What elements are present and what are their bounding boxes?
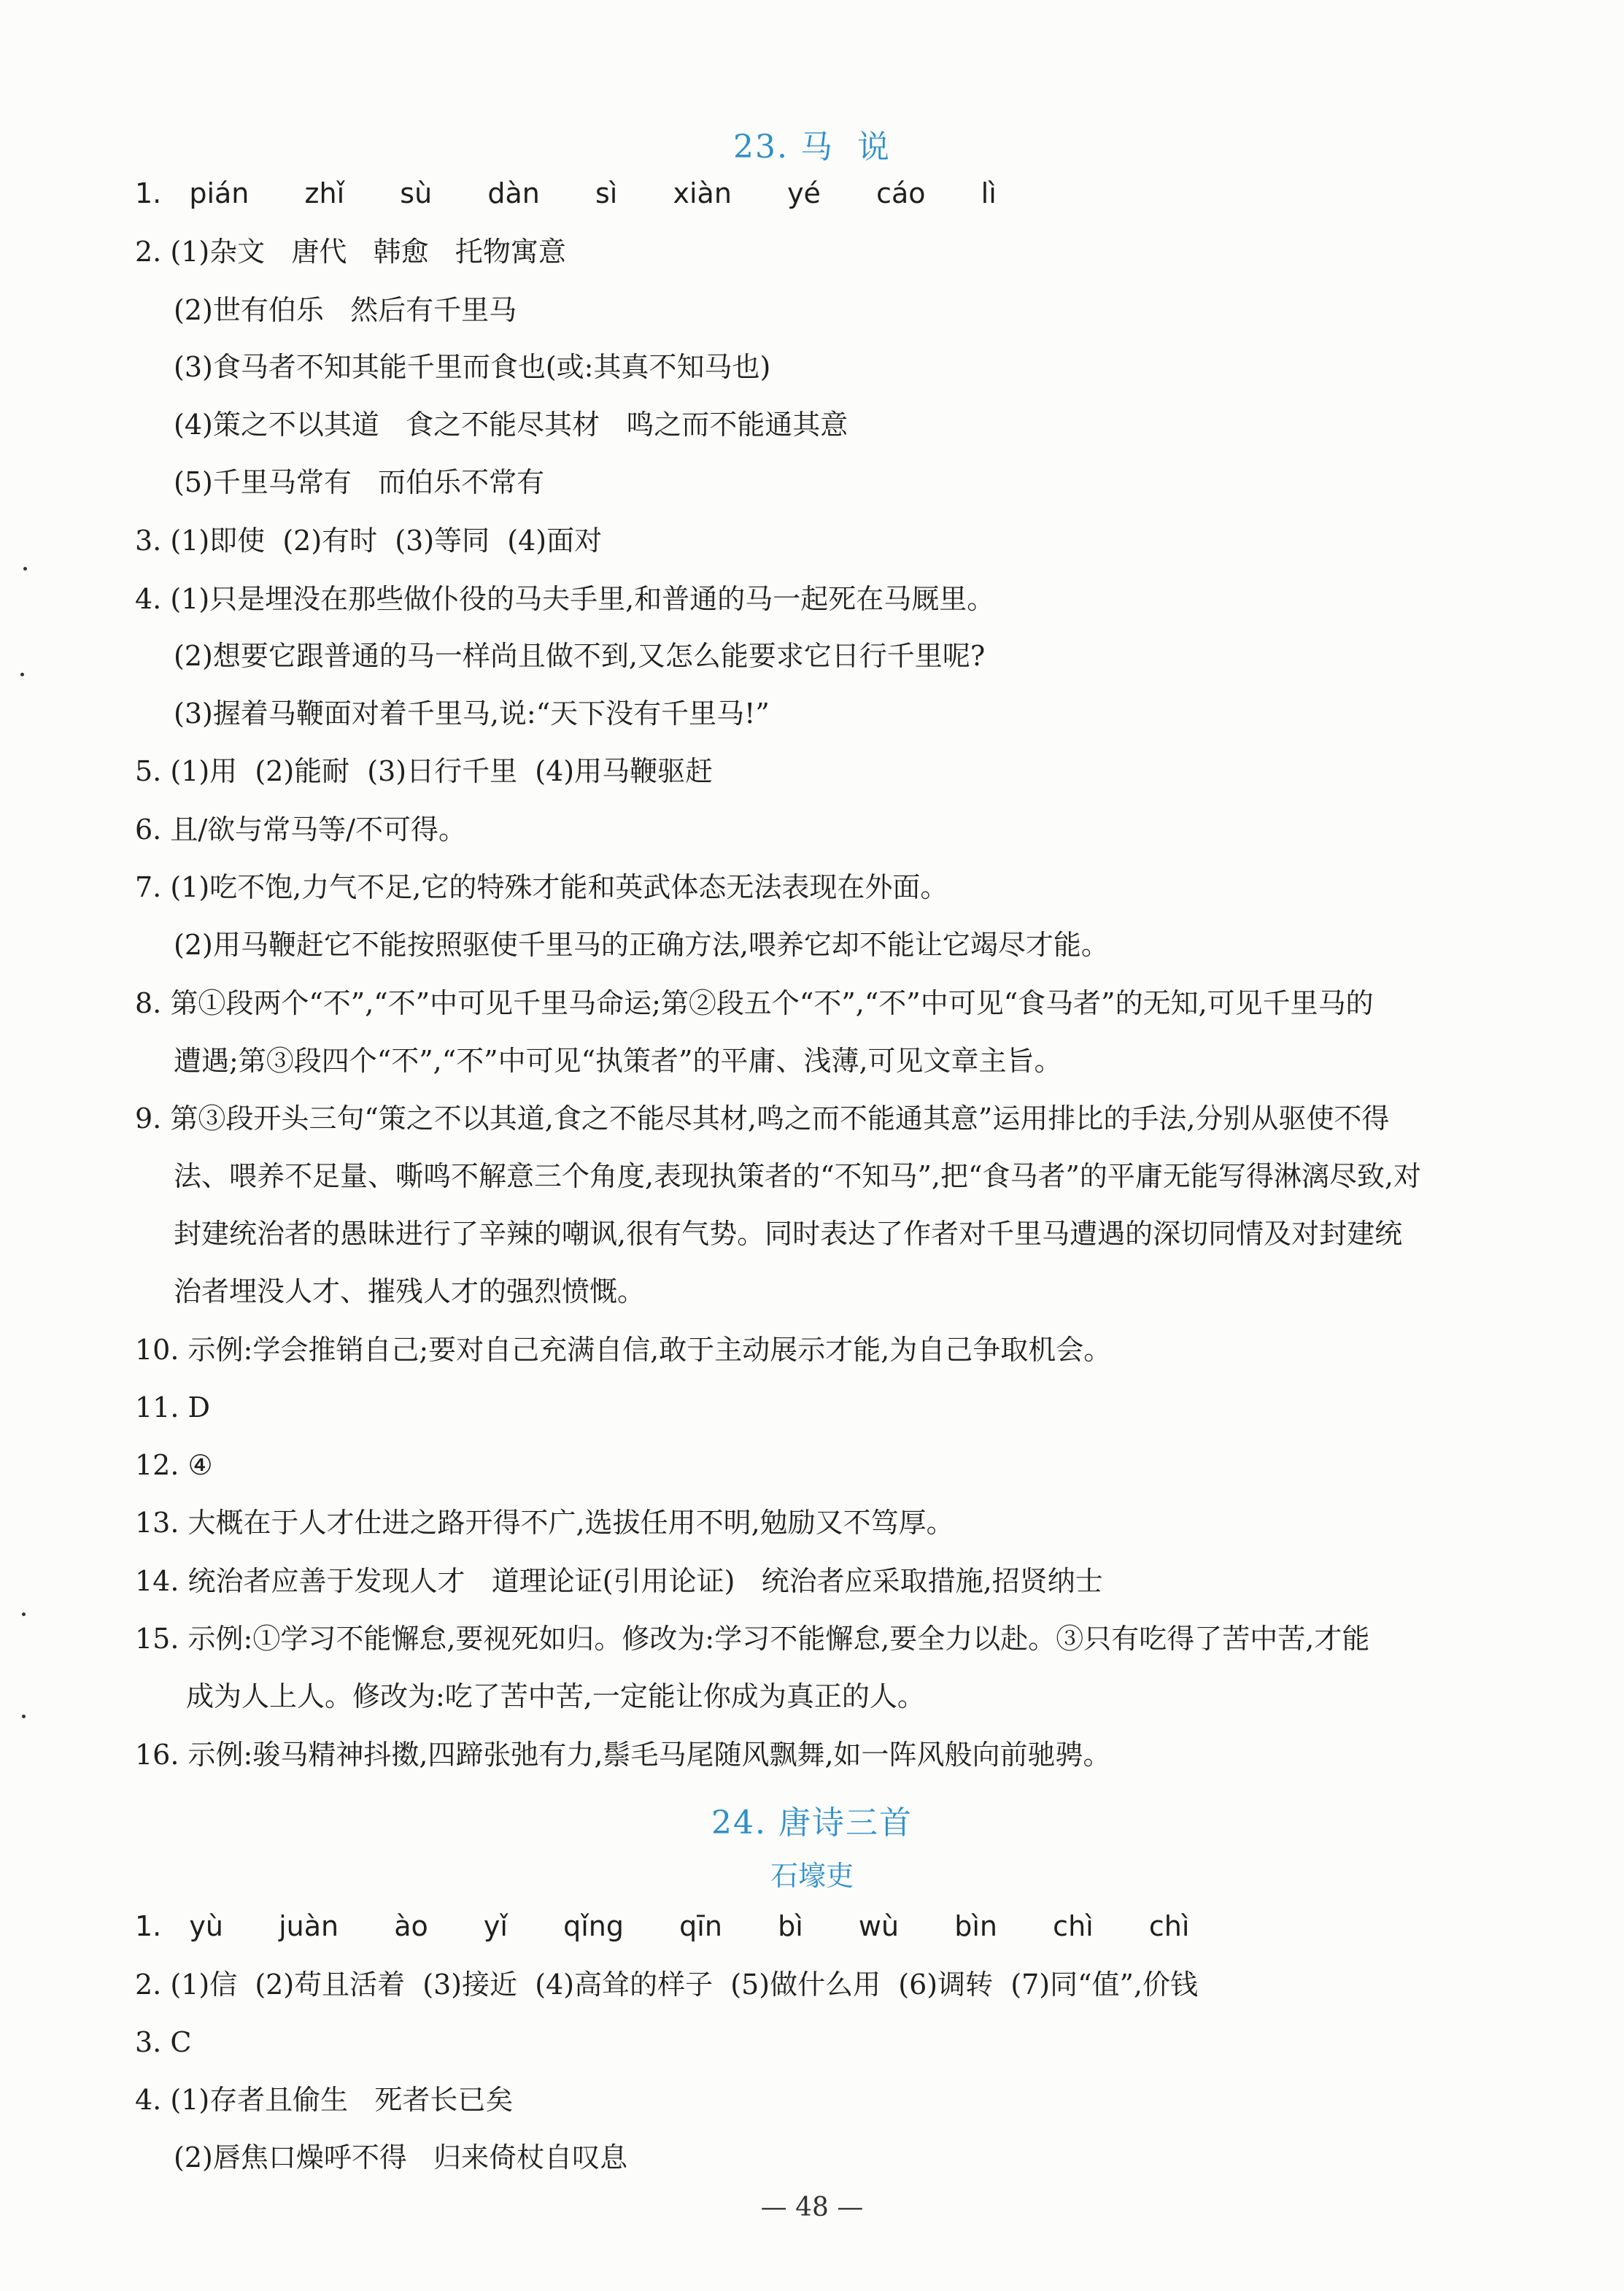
- answer-line: 12. ④: [135, 1449, 213, 1481]
- answer-line: (2)唇焦口燥呼不得 归来倚杖自叹息: [174, 2141, 628, 2174]
- answer-line: 8. 第①段两个“不”,“不”中可见千里马命运;第②段五个“不”,“不”中可见“食马者”的无知,可见千里马的: [135, 987, 1374, 1019]
- answer-line: (2)世有伯乐 然后有千里马: [174, 294, 517, 326]
- answer-line: 15. 示例:①学习不能懈怠,要视死如归。修改为:学习不能懈怠,要全力以赴。③只有吃得了苦中苦,才能: [135, 1623, 1370, 1655]
- answer-line: 11. D: [135, 1391, 210, 1423]
- section-title-tang-shi: 24. 唐诗三首: [711, 1804, 913, 1842]
- answer-line: 遭遇;第③段四个“不”,“不”中可见“执策者”的平庸、浅薄,可见文章主旨。: [174, 1045, 1062, 1077]
- answer-line: (4)策之不以其道 食之不能尽其材 鸣之而不能通其意: [174, 409, 848, 441]
- scan-speck: [20, 673, 24, 676]
- scan-speck: [22, 1612, 26, 1616]
- answer-line: 9. 第③段开头三句“策之不以其道,食之不能尽其材,鸣之而不能通其意”运用排比的手法,分别从驱使不得: [135, 1102, 1390, 1135]
- answer-line: 1. yù juàn ào yǐ qǐng qīn bì wù bìn chì chì: [135, 1910, 1190, 1942]
- answer-line: 治者埋没人才、摧残人才的强烈愤慨。: [174, 1275, 646, 1307]
- answer-line: 14. 统治者应善于发现人才 道理论证(引用论证) 统治者应采取措施,招贤纳士: [135, 1565, 1103, 1597]
- answer-line: 2. (1)信 (2)苟且活着 (3)接近 (4)高耸的样子 (5)做什么用 (6)调转 (7)同“值”,价钱: [135, 1969, 1199, 2001]
- answer-line: 1. pián zhǐ sù dàn sì xiàn yé cáo lì: [135, 177, 997, 209]
- scan-speck: [22, 1715, 26, 1718]
- answer-line: (2)想要它跟普通的马一样尚且做不到,又怎么能要求它日行千里呢?: [174, 640, 986, 672]
- answer-line: 13. 大概在于人才仕进之路开得不广,选拔任用不明,勉励又不笃厚。: [135, 1507, 954, 1539]
- answer-line: (5)千里马常有 而伯乐不常有: [174, 466, 545, 498]
- answer-line: 封建统治者的愚昧进行了辛辣的嘲讽,很有气势。同时表达了作者对千里马遭遇的深切同情及对封建统: [174, 1218, 1403, 1250]
- answer-line: 成为人上人。修改为:吃了苦中苦,一定能让你成为真正的人。: [186, 1680, 925, 1712]
- answer-line: 法、喂养不足量、嘶鸣不解意三个角度,表现执策者的“不知马”,把“食马者”的平庸无能写得淋漓尽致,对: [174, 1160, 1421, 1192]
- answer-line: 10. 示例:学会推销自己;要对自己充满自信,敢于主动展示才能,为自己争取机会。: [135, 1334, 1112, 1366]
- answer-line: 3. C: [135, 2026, 192, 2058]
- answer-line: 2. (1)杂文 唐代 韩愈 托物寓意: [135, 236, 566, 268]
- answer-line: 16. 示例:骏马精神抖擞,四蹄张弛有力,鬃毛马尾随风飘舞,如一阵风般向前驰骋。: [135, 1739, 1111, 1771]
- answer-line: 7. (1)吃不饱,力气不足,它的特殊才能和英武体态无法表现在外面。: [135, 871, 948, 903]
- page-number: — 48 —: [760, 2193, 864, 2222]
- answer-line: 3. (1)即使 (2)有时 (3)等同 (4)面对: [135, 525, 603, 557]
- section-title-ma-shuo: 23. 马 说: [733, 128, 891, 166]
- scan-speck: [23, 567, 27, 571]
- answer-line: 4. (1)存者且偷生 死者长已矣: [135, 2084, 514, 2116]
- answer-line: 5. (1)用 (2)能耐 (3)日行千里 (4)用马鞭驱赶: [135, 755, 714, 787]
- answer-line: (3)握着马鞭面对着千里马,说:“天下没有千里马!”: [174, 698, 770, 730]
- poem-subtitle: 石壕吏: [770, 1860, 854, 1892]
- answer-line: 4. (1)只是埋没在那些做仆役的马夫手里,和普通的马一起死在马厩里。: [135, 583, 995, 615]
- answer-line: 6. 且/欲与常马等/不可得。: [135, 814, 466, 846]
- answer-line: (3)食马者不知其能千里而食也(或:其真不知马也): [174, 351, 771, 383]
- answer-line: (2)用马鞭赶它不能按照驱使千里马的正确方法,喂养它却不能让它竭尽才能。: [174, 929, 1109, 961]
